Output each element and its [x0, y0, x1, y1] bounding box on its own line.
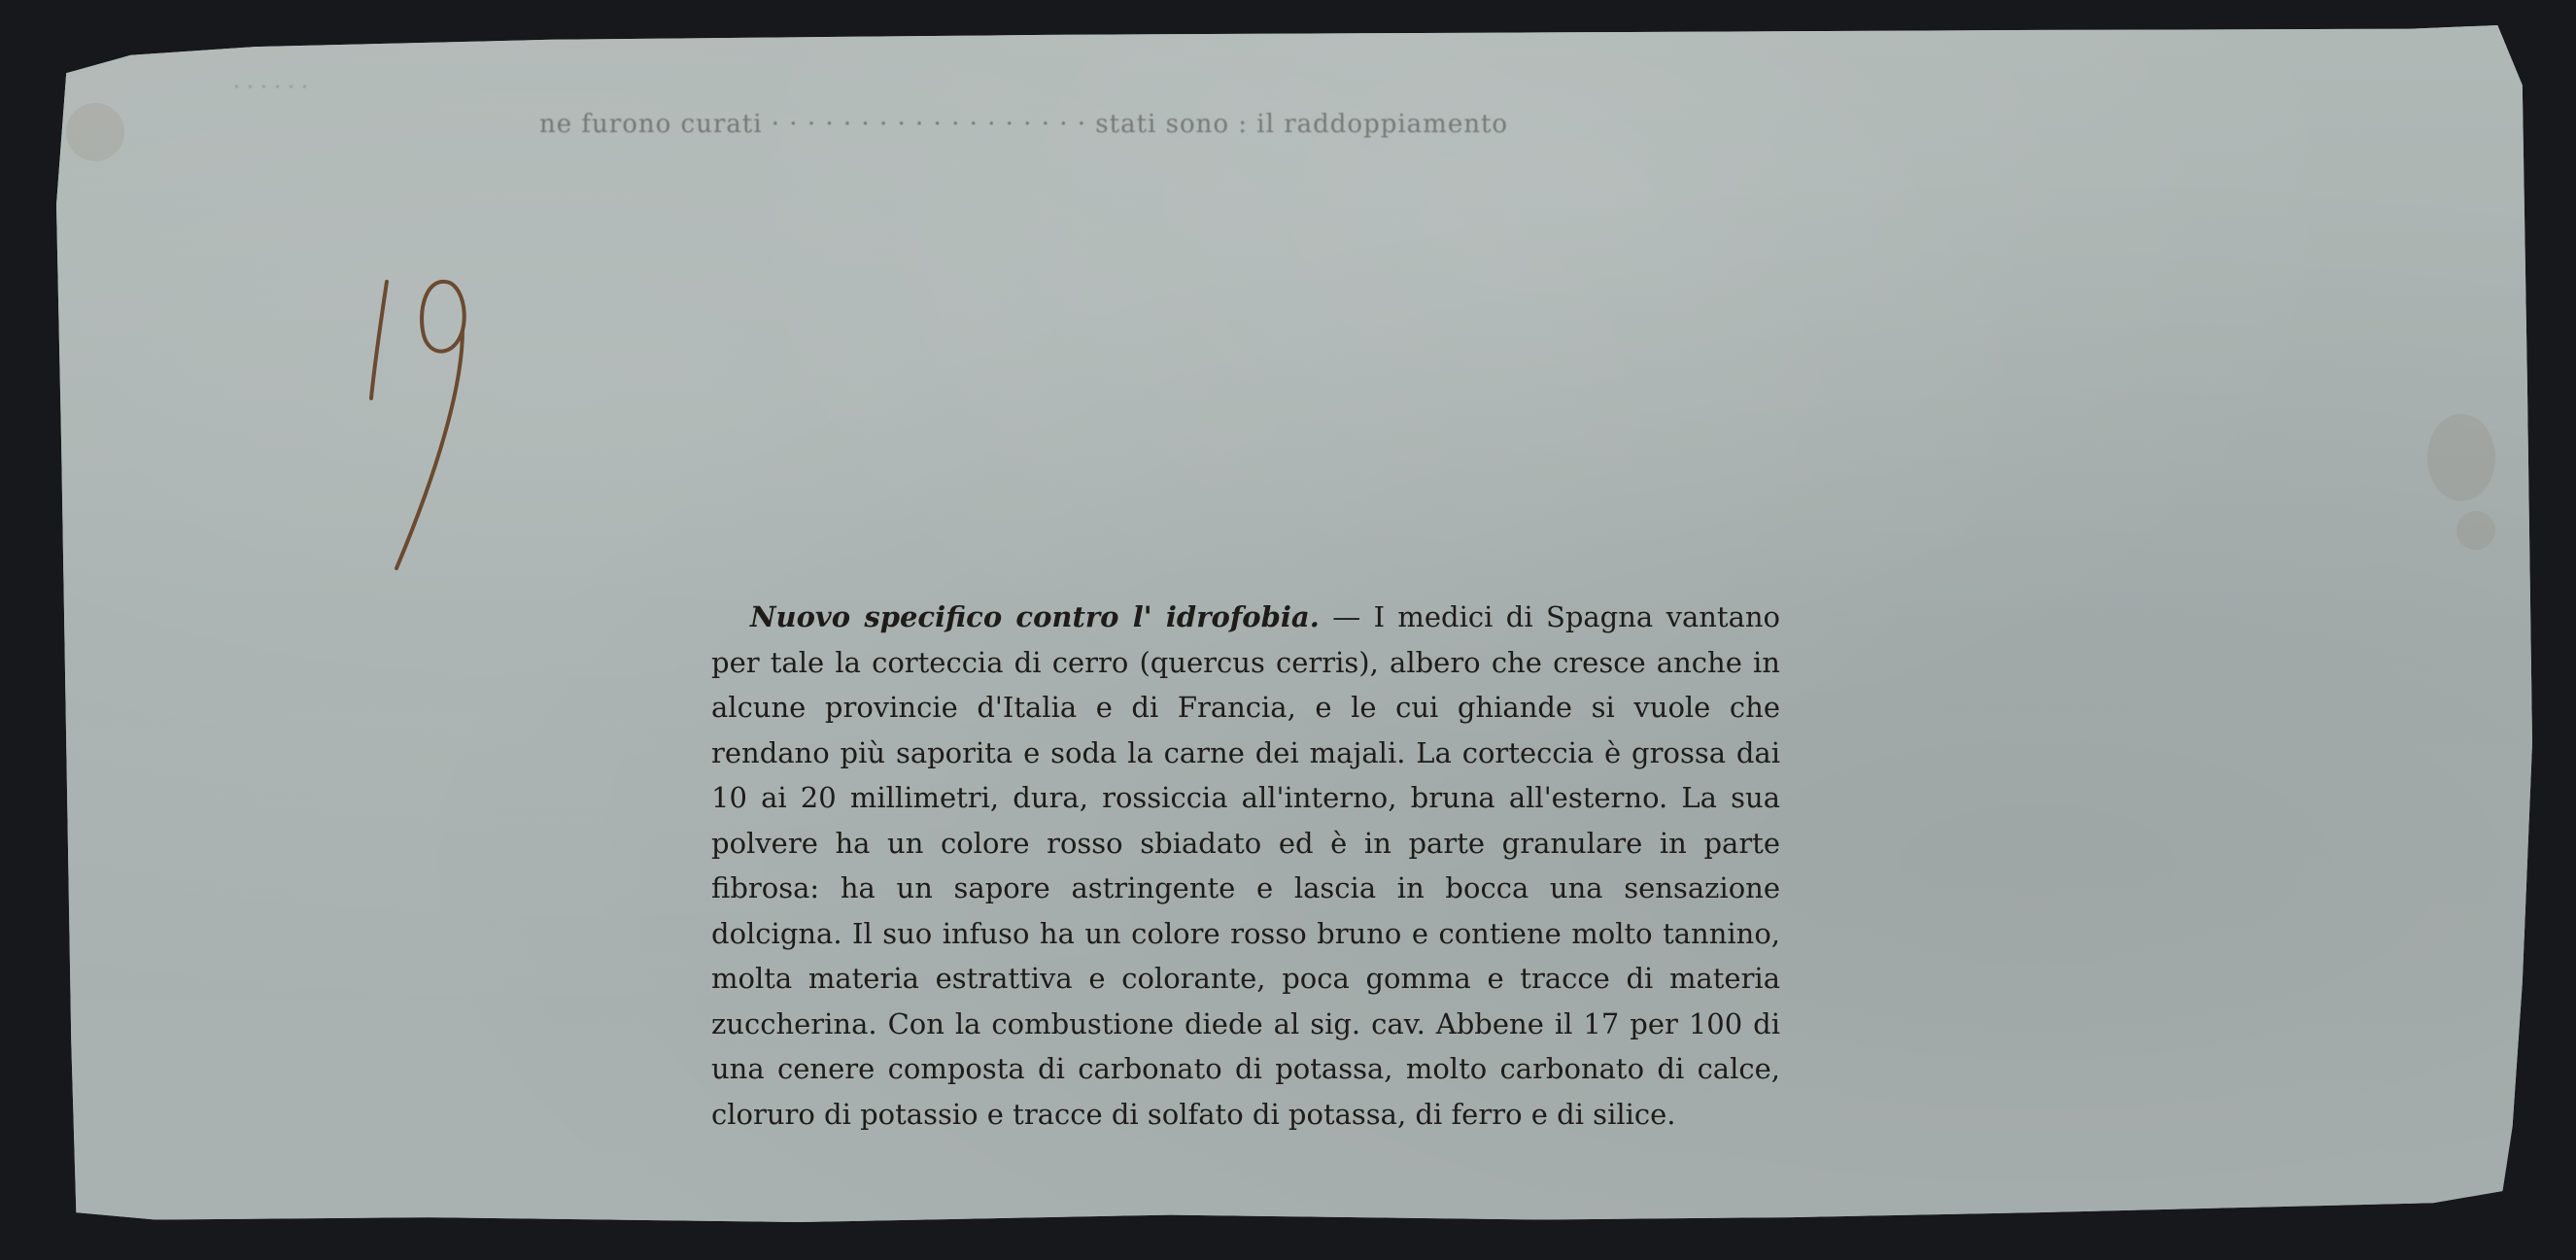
handwritten-page-number [358, 243, 503, 583]
paper-stain [2427, 414, 2495, 501]
article-paragraph [711, 595, 1780, 1137]
article-body: I medici di Spagna vantano per tale la corteccia di cerro (quercus cerris), albero che cresce anche in alcune provincie d'Italia e di Francia, e le cui ghiande si vuole che rendano più saporita e soda la carne dei majali. La corteccia è grossa dai 10 ai 20 millimetri, dura, rossiccia all'interno, bruna all'esterno. La sua polvere ha un colore rosso sbiadato ed è in parte granulare in parte fibrosa: ha un sapore astringente e lascia in bocca una sensazione dolcigna. Il suo infuso ha un colore rosso bruno e contiene molto tannino, molta materia estrattiva e colorante, poca gomma e tracce di materia zuccherina. Con la combustione diede al sig. cav. Abbene il 17 per 100 di una cenere composta di carbonato di potassa, molto carbonato di calce, cloruro di potassio e tracce di solfato di potassa, di ferro e di silice. [711, 600, 1781, 1131]
article-title: Nuovo specifico contro l' idrofobia. [750, 600, 1320, 633]
article-dash: — [1319, 600, 1374, 633]
article [711, 595, 1780, 1137]
paper-stain [66, 103, 124, 161]
faded-header-fragment: ne furono curati · · · · · · · · · · · · · · · · · · stati sono : il raddoppiamento [539, 110, 1509, 139]
paper-stain [2456, 511, 2495, 550]
faded-header-fragment-2: · · · · · · [233, 76, 308, 100]
